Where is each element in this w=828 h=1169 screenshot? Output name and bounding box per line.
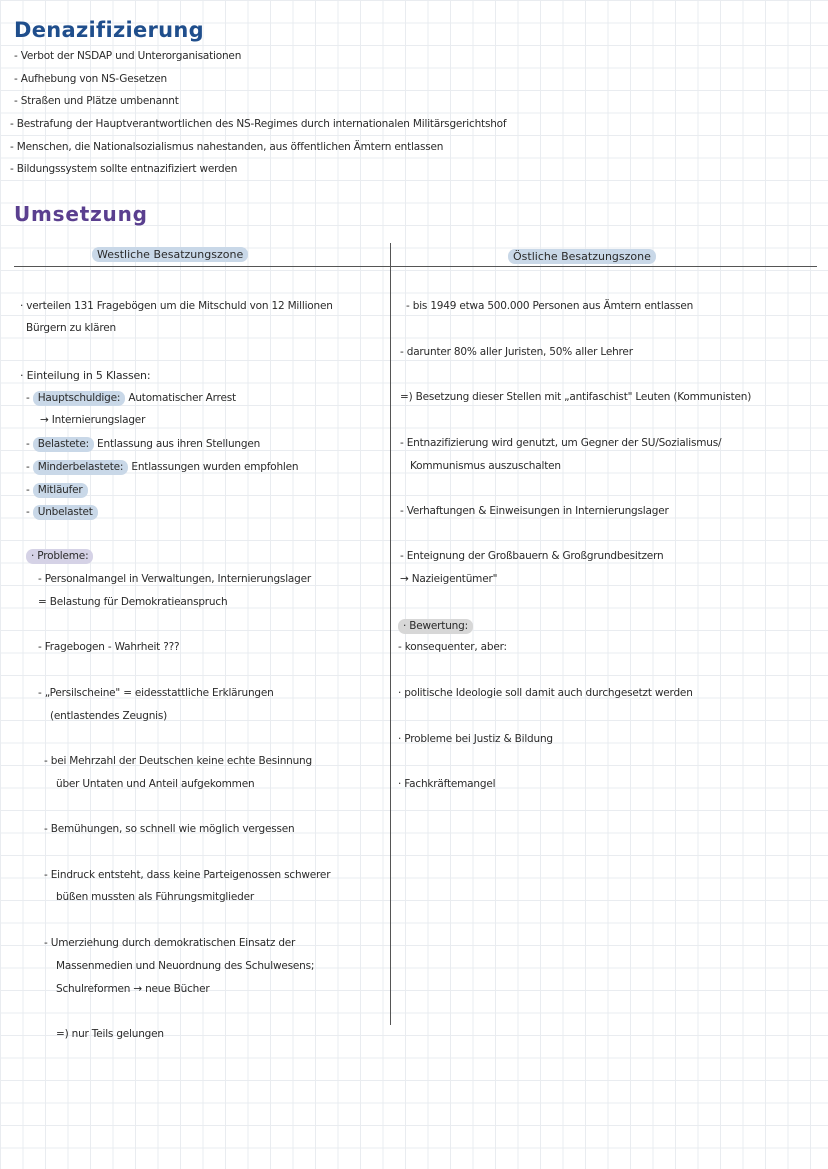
page-title: Denazifizierung [14,18,205,42]
class-item [26,483,88,498]
class-bullet: - [26,461,33,473]
class-text: Automatischer Arrest [125,392,236,404]
evaluation-label: · Bewertung: [398,619,473,634]
problem-item-cont: büßen mussten als Führungsmitglieder [56,891,254,903]
west-conclusion: =) nur Teils gelungen [56,1028,164,1040]
class-bullet: - [26,506,33,518]
east-item: - Entnazifizierung wird genutzt, um Gegner der SU/Sozialismus/ [400,437,722,449]
west-classes-intro: · Einteilung in 5 Klassen: [20,369,151,382]
problem-item-cont: Massenmedien und Neuordnung des Schulwesens; [56,960,315,972]
problem-item-cont: = Belastung für Demokratieanspruch [38,596,228,608]
class-label: Belastete: [33,437,94,452]
problem-item: - Bemühungen, so schnell wie möglich vergessen [44,823,295,835]
class-bullet: - [26,438,33,450]
evaluation-item: · Fachkräftemangel [398,778,496,790]
class-item [26,391,236,406]
west-header-label: Westliche Besatzungszone [92,247,248,262]
east-item: - darunter 80% aller Juristen, 50% aller Lehrer [400,346,633,358]
problem-item: - Fragebogen - Wahrheit ??? [38,641,180,653]
east-item-cont: Kommunismus auszuschalten [410,460,561,472]
table-divider-horizontal [14,266,817,267]
intro-item: - Bestrafung der Hauptverantwortlichen des NS-Regimes durch internationalen Militärsgerichtshof [10,118,507,130]
problem-item-cont: Schulreformen → neue Bücher [56,983,210,995]
class-text: Entlassungen wurden empfohlen [128,461,299,473]
evaluation-item: · politische Ideologie soll damit auch durchgesetzt werden [398,687,693,699]
east-item: - Verhaftungen & Einweisungen in Internierungslager [400,505,669,517]
table-divider-vertical [390,243,391,1025]
east-header-label: Östliche Besatzungszone [508,249,656,264]
east-item: - bis 1949 etwa 500.000 Personen aus Ämtern entlassen [406,300,694,312]
intro-item: - Straßen und Plätze umbenannt [14,95,179,107]
problems-heading [26,549,93,564]
class-item [26,505,98,520]
problem-item: - Personalmangel in Verwaltungen, Internierungslager [38,573,311,585]
class-label: Hauptschuldige: [33,391,125,406]
west-questionnaire-cont: Bürgern zu klären [26,322,116,334]
problems-label: · Probleme: [26,549,93,564]
class-bullet: - [26,392,33,404]
class-sub: → Internierungslager [40,414,146,426]
problem-item-cont: über Untaten und Anteil aufgekommen [56,778,255,790]
east-column-header [508,249,656,264]
east-item-cont: → Nazieigentümer" [400,573,498,585]
west-column-header [92,247,248,262]
east-item: - Enteignung der Großbauern & Großgrundbesitzern [400,550,664,562]
evaluation-item: · Probleme bei Justiz & Bildung [398,733,553,745]
problem-item: - „Persilscheine" = eidesstattliche Erklärungen [38,687,274,699]
east-item: =) Besetzung dieser Stellen mit „antifaschist" Leuten (Kommunisten) [400,391,752,403]
problem-item: - bei Mehrzahl der Deutschen keine echte Besinnung [44,755,312,767]
class-label: Unbelastet [33,505,98,520]
class-bullet: - [26,484,33,496]
evaluation-item: - konsequenter, aber: [398,641,507,653]
west-questionnaire: · verteilen 131 Fragebögen um die Mitschuld von 12 Millionen [20,300,333,312]
class-label: Mitläufer [33,483,88,498]
problem-item: - Umerziehung durch demokratischen Einsatz der [44,937,296,949]
intro-item: - Aufhebung von NS-Gesetzen [14,73,167,85]
intro-item: - Menschen, die Nationalsozialismus nahestanden, aus öffentlichen Ämtern entlassen [10,141,444,153]
intro-item: - Bildungssystem sollte entnazifiziert werden [10,163,238,175]
class-label: Minderbelastete: [33,460,129,475]
section-title: Umsetzung [14,202,148,226]
class-item [26,460,298,475]
class-item [26,437,260,452]
problem-item-cont: (entlastendes Zeugnis) [50,710,168,722]
intro-item: - Verbot der NSDAP und Unterorganisationen [14,50,242,62]
problem-item: - Eindruck entsteht, dass keine Parteigenossen schwerer [44,869,331,881]
class-text: Entlassung aus ihren Stellungen [93,438,261,450]
evaluation-heading [398,619,473,634]
